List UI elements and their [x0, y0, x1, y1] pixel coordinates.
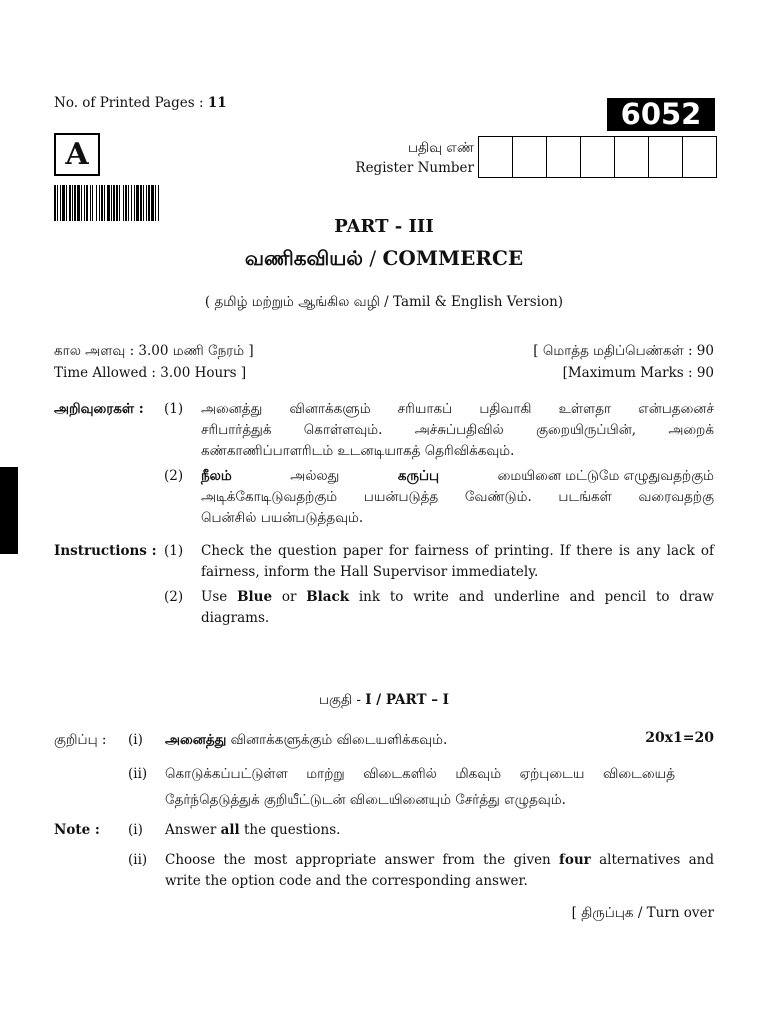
part-one-heading: பகுதி - I / PART – I	[319, 692, 449, 708]
instruction-ta-1-line-3: கண்காணிப்பாளரிடம் உடனடியாகத் தெரிவிக்கவும்.	[201, 443, 515, 459]
note-en-2-line-1: Choose the most appropriate answer from the given four alternatives and	[165, 852, 715, 868]
register-digit-box[interactable]	[649, 137, 683, 177]
register-number-boxes[interactable]	[478, 136, 717, 178]
note-en-label: Note :	[54, 822, 100, 838]
note-number: (ii)	[128, 852, 148, 868]
marks-scheme: 20x1=20	[645, 730, 714, 746]
instruction-en-2-line-1: Use Blue or Black ink to write and underline and pencil to draw	[201, 589, 714, 605]
turn-over: [ திருப்புக / Turn over	[571, 905, 714, 921]
register-label-ta: பதிவு எண்	[407, 140, 474, 156]
register-digit-box[interactable]	[683, 137, 716, 177]
max-marks-ta: [ மொத்த மதிப்பெண்கள் : 90	[533, 343, 714, 359]
register-label	[340, 138, 474, 178]
instruction-number: (2)	[164, 589, 184, 605]
instructions-ta-label: அறிவுரைகள் :	[54, 401, 144, 417]
printed-pages: No. of Printed Pages : 11	[54, 95, 227, 111]
register-digit-box[interactable]	[615, 137, 649, 177]
register-label-en: Register Number	[355, 160, 474, 176]
time-allowed-ta: கால அளவு : 3.00 மணி நேரம் ]	[54, 343, 254, 359]
instruction-en-2-line-2: diagrams.	[201, 610, 270, 626]
instruction-number: (2)	[164, 468, 184, 484]
max-marks-en: [Maximum Marks : 90	[562, 365, 714, 381]
instruction-number: (1)	[164, 543, 184, 559]
paper-code: 6052	[607, 98, 715, 131]
register-digit-box[interactable]	[581, 137, 615, 177]
note-ta-2-line-1: கொடுக்கப்பட்டுள்ள மாற்று விடைகளில் மிகவும் ஏற்புடைய விடையைத்	[165, 766, 675, 782]
instruction-en-1-line-1: Check the question paper for fairness of printing. If there is any lack of	[201, 543, 714, 559]
register-digit-box[interactable]	[513, 137, 547, 177]
printed-pages-value: 11	[207, 95, 227, 111]
instructions-en-label: Instructions :	[54, 543, 157, 559]
instruction-ta-1-line-2: சரிபார்த்துக் கொள்ளவும். அச்சுப்பதிவில் குறையிருப்பின், அறைக்	[201, 422, 714, 438]
subject-title: வணிகவியல் / COMMERCE	[244, 246, 524, 270]
note-ta-label: குறிப்பு :	[54, 732, 107, 748]
instruction-ta-1-line-1: அனைத்து வினாக்களும் சரியாகப் பதிவாகி உள்ளதா என்பதனைச்	[201, 401, 714, 417]
part-title: PART - III	[334, 216, 434, 237]
note-number: (i)	[128, 822, 143, 838]
note-en-2-line-2: write the option code and the corresponding answer.	[165, 873, 528, 889]
note-ta-1: அனைத்து வினாக்களுக்கும் விடையளிக்கவும்.	[165, 732, 448, 748]
instruction-en-1-line-2: fairness, inform the Hall Supervisor immediately.	[201, 564, 539, 580]
time-allowed-en: Time Allowed : 3.00 Hours ]	[54, 365, 247, 381]
side-marker	[0, 467, 18, 554]
version-line: ( தமிழ் மற்றும் ஆங்கில வழி / Tamil & English Version)	[204, 294, 564, 310]
note-number: (ii)	[128, 766, 148, 782]
series-box: A	[54, 133, 100, 176]
note-ta-2-line-2: தேர்ந்தெடுத்துக் குறியீட்டுடன் விடையினையும் சேர்த்து எழுதவும்.	[165, 792, 566, 808]
instruction-ta-2-line-1: நீலம் அல்லது கருப்பு மையினை மட்டுமே எழுதுவதற்கும்	[201, 468, 714, 484]
instruction-ta-2-line-3: பென்சில் பயன்படுத்தவும்.	[201, 510, 364, 526]
register-digit-box[interactable]	[479, 137, 513, 177]
register-digit-box[interactable]	[547, 137, 581, 177]
note-number: (i)	[128, 732, 143, 748]
note-en-1: Answer all the questions.	[165, 822, 341, 838]
instruction-ta-2-line-2: அடிக்கோடிடுவதற்கும் பயன்படுத்த வேண்டும். படங்கள் வரைவதற்கு	[201, 489, 714, 505]
instruction-number: (1)	[164, 401, 184, 417]
